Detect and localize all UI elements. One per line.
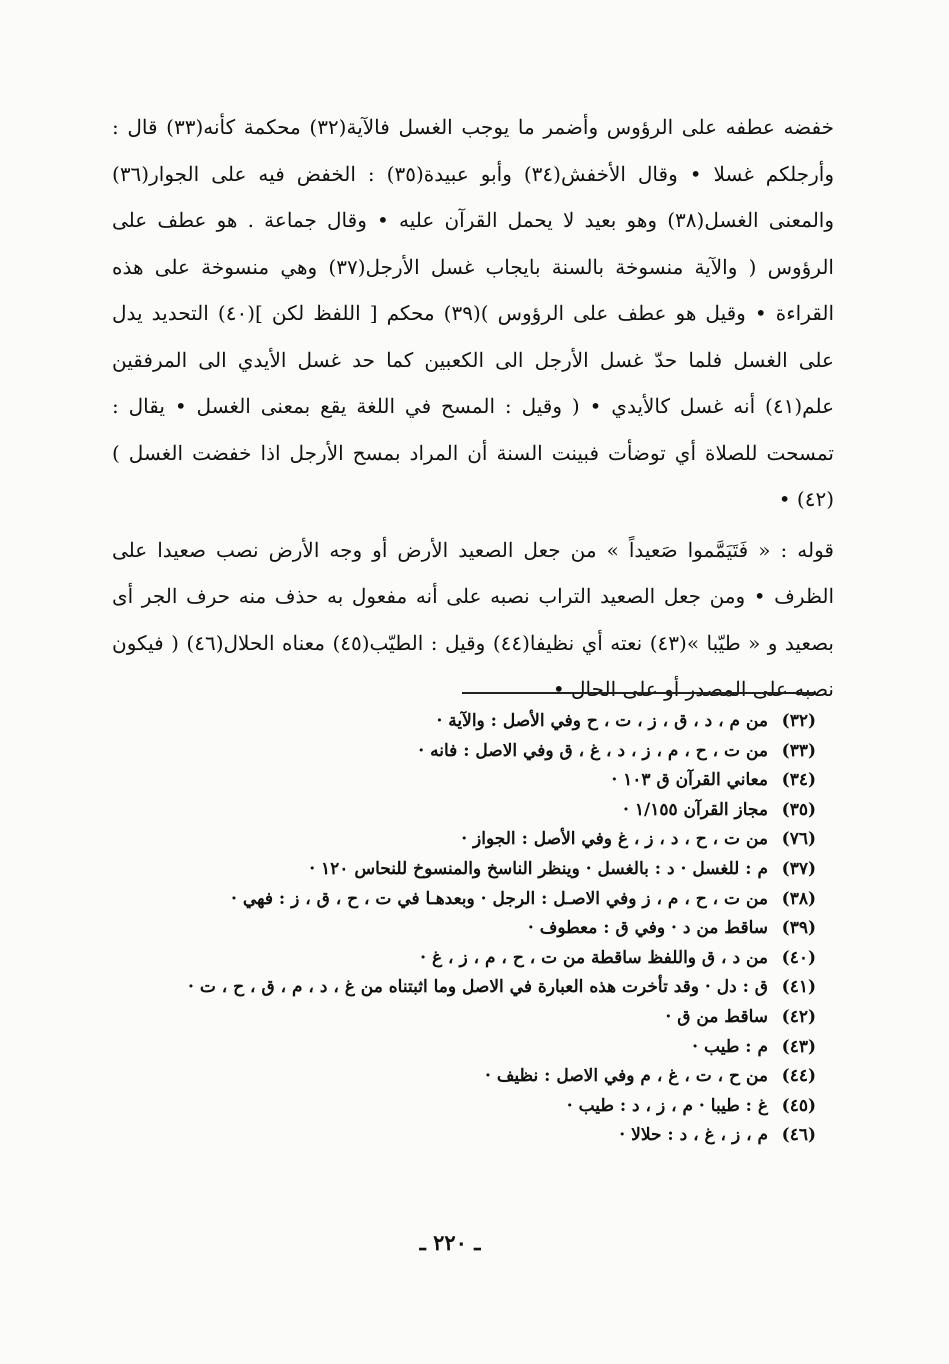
footnote — [112, 1092, 816, 1122]
footnote — [112, 707, 816, 737]
footnote — [112, 885, 816, 915]
footnote-divider — [462, 692, 814, 694]
footnote-text: من د ، ق واللفظ ساقطة من ت ، ح ، م ، ز ، غ · — [420, 947, 768, 968]
footnote-text: غ : طيبا · م ، ز ، د : طيب · — [566, 1095, 768, 1116]
footnote-number: (٤٥) — [781, 1095, 816, 1116]
footnote-text: م : للغسل · د : بالغسل · وينظر الناسخ والمنسوخ للنحاس ١٢٠ · — [309, 858, 768, 879]
paragraph: خفضه عطفه على الرؤوس وأضمر ما يوجب الغسل فالآية(٣٢) محكمة كأنه(٣٣) قال : وأرجلكم غسلا • وقال الأخفش(٣٤) وأبو عبيدة(٣٥) : الخفض فيه على الجوار(٣٦) والمعنى الغسل(٣٨) وهو بعيد لا يحمل القرآن عليه • وقال جماعة . هو عطف على الرؤوس ( والآية منسوخة بالسنة بايجاب غسل الأرجل(٣٧) وهي منسوخة على هذه القراءة • وقيل هو عطف على الرؤوس )(٣٩) محكم [ اللفظ لكن ](٤٠) التحديد يدل على الغسل فلما حدّ غسل الأرجل الى الكعبين كما حد غسل الأيدي الى المرفقين علم(٤١) أنه غسل كالأيدي • ( وقيل : المسح في اللغة يقع بمعنى الغسل • يقال : تمسحت للصلاة أي توضأت فبينت السنة أن المراد بمسح الأرجل اذا خفضت الغسل )(٤٢) • — [112, 115, 835, 511]
footnote-text: م : طيب · — [692, 1036, 768, 1057]
footnote-text: م ، ز ، غ ، د : حلالا · — [619, 1125, 768, 1146]
footnote — [112, 737, 816, 767]
footnote — [112, 1121, 816, 1151]
footnote-text: معاني القرآن ق ١٠٣ · — [611, 770, 768, 791]
footnote — [112, 766, 816, 796]
footnote-number: (٧٦) — [781, 829, 816, 850]
footnote-number: (٤٠) — [781, 947, 816, 968]
footnote-number: (٣٥) — [781, 799, 816, 820]
footnote — [112, 944, 816, 974]
main-text — [112, 104, 834, 713]
footnote-number: (٣٤) — [781, 770, 816, 791]
footnote-text: من ت ، ح ، م ، ز وفي الاصـل : الرجل · وبعدهـا في ت ، ح ، ق ، ز : فهي · — [231, 888, 768, 909]
footnote — [112, 1033, 816, 1063]
footnote-number: (٣٧) — [781, 858, 816, 879]
footnote-number: (٤٣) — [781, 1036, 816, 1057]
footnote — [112, 825, 816, 855]
footnote-number: (٤٤) — [781, 1066, 816, 1087]
footnote — [112, 855, 816, 885]
footnote-text: من ت ، ح ، م ، ز ، د ، غ ، ق وفي الاصل : فانه · — [418, 740, 768, 761]
footnote-number: (٤٢) — [781, 1006, 816, 1027]
footnotes — [112, 707, 816, 1151]
footnote-text: مجاز القرآن ١/١٥٥ · — [623, 799, 768, 820]
footnote — [112, 973, 816, 1003]
footnote-text: من ت ، ح ، د ، ز ، غ وفي الأصل : الجواز · — [461, 829, 768, 850]
page-number: ـ ٢٢٠ ـ — [419, 1230, 481, 1255]
footnote-number: (٣٨) — [781, 888, 816, 909]
footnote-number: (٤٦) — [781, 1125, 816, 1146]
paragraph: قوله : « فَتَيَمَّموا صَعيداً » من جعل الصعيد الأرض أو وجه الأرض نصب صعيدا على الظرف • ومن جعل الصعيد التراب نصبه على أنه مفعول به حذف منه حرف الجر أى بصعيد و « طيّبا »(٤٣) نعته أي نظيفا(٤٤) وقيل : الطيّب(٤٥) معناه الحلال(٤٦) ( فيكون نصبه على المصدر أو على الحال • — [112, 537, 834, 701]
footnote-text: من م ، د ، ق ، ز ، ت ، ح وفي الأصل : والآية · — [436, 711, 768, 731]
footnote — [112, 914, 816, 944]
footnote-text: ساقط من د · وفي ق : معطوف · — [527, 918, 768, 939]
footnote — [112, 1062, 816, 1092]
footnote-text: من ح ، ت ، غ ، م وفي الاصل : نظيف · — [484, 1066, 768, 1087]
footnote-number: (٣٣) — [781, 740, 816, 761]
footnote — [112, 1003, 816, 1033]
footnote-number: (٣٩) — [781, 918, 816, 939]
footnote-number: (٣٢) — [781, 711, 816, 731]
footnote-number: (٤١) — [781, 977, 816, 998]
footnote-text: ق : دل · وقد تأخرت هذه العبارة في الاصل وما اثبتناه من غ ، د ، م ، ق ، ح ، ت · — [188, 977, 768, 998]
footnote — [112, 796, 816, 826]
footnote-text: ساقط من ق · — [665, 1006, 768, 1027]
